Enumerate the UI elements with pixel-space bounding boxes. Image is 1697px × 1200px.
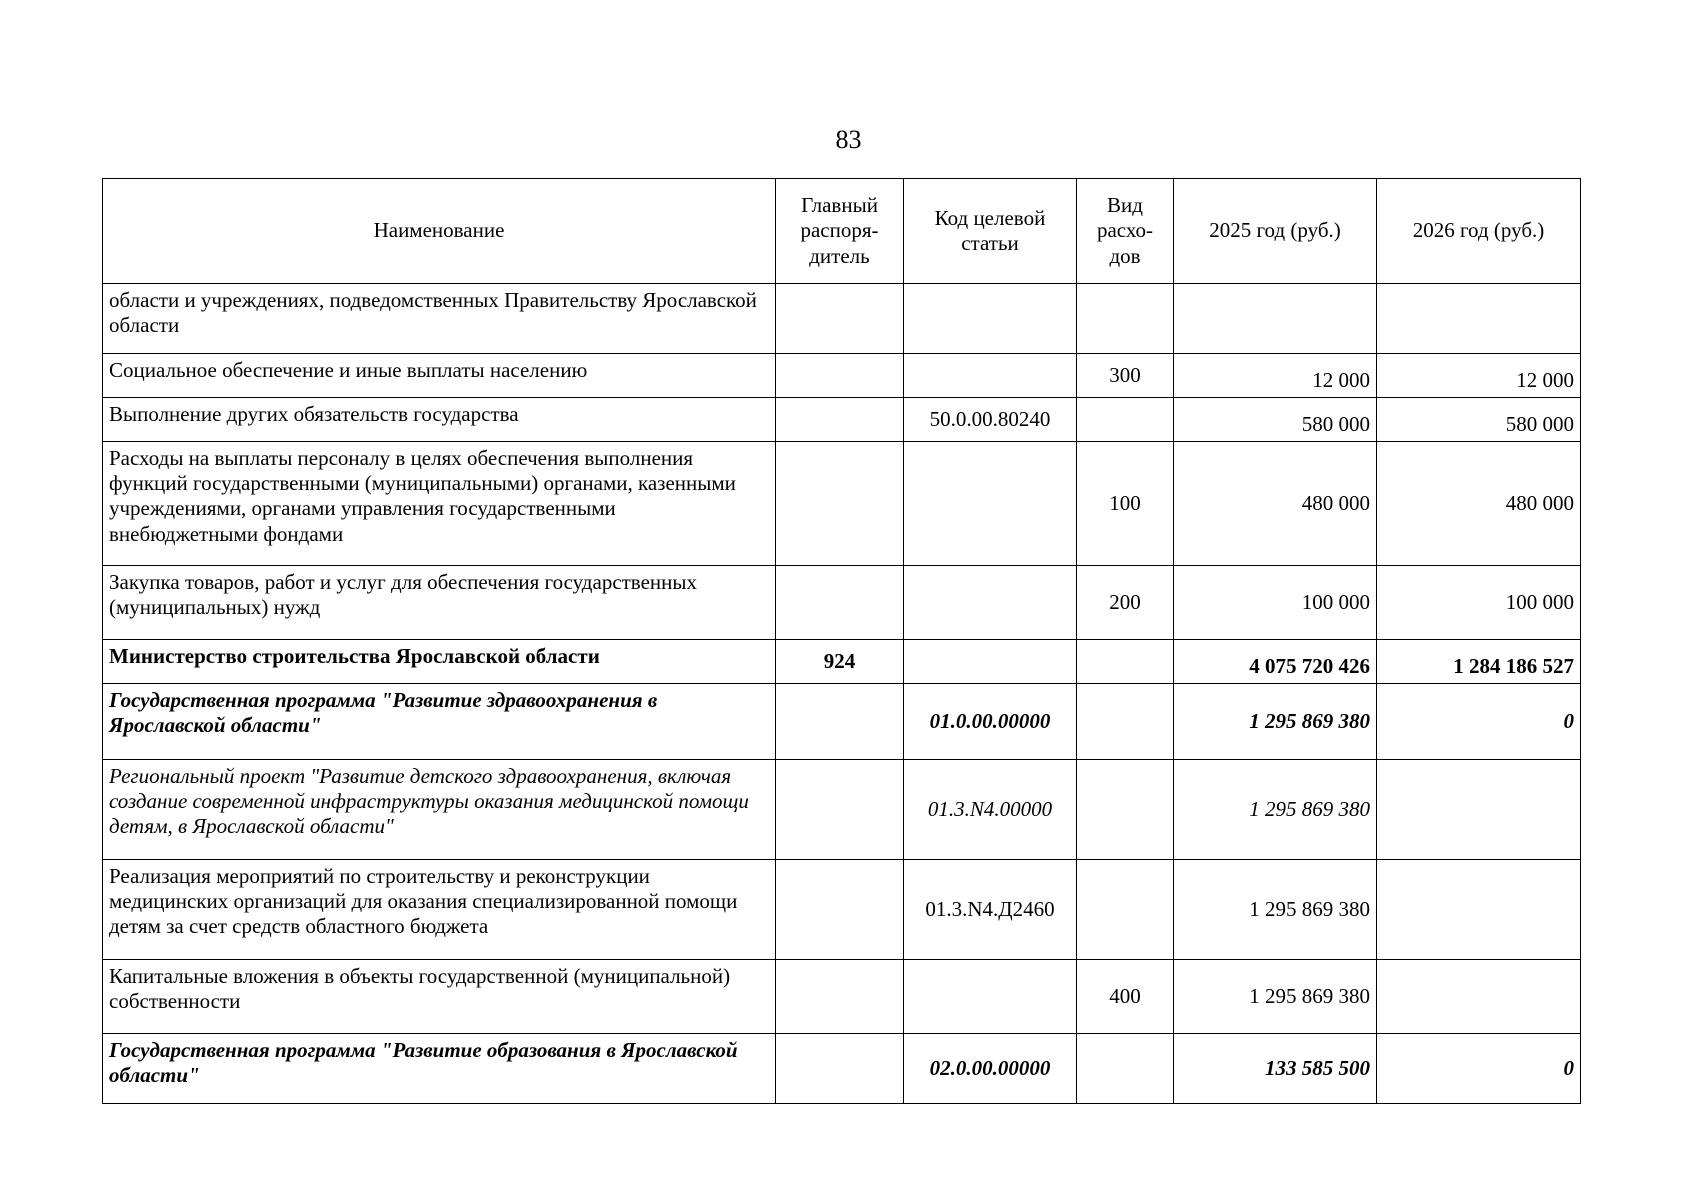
row-chief [776, 1034, 904, 1104]
row-kind [1077, 398, 1174, 442]
row-amount-2026: 1 284 186 527 [1377, 640, 1581, 684]
row-amount-2026: 100 000 [1377, 566, 1581, 640]
row-kind: 400 [1077, 960, 1174, 1034]
table-row [103, 354, 1581, 398]
row-code: 01.0.00.00000 [904, 684, 1077, 760]
table-row [103, 1034, 1581, 1104]
row-amount-2025: 100 000 [1174, 566, 1377, 640]
row-name: Региональный проект "Развитие детского здравоохранения, включая создание современной инфраструктуры оказания медицинской помощи детям, в Ярославской области" [103, 760, 776, 860]
row-amount-2026: 0 [1377, 684, 1581, 760]
row-amount-2026: 580 000 [1377, 398, 1581, 442]
row-amount-2025: 133 585 500 [1174, 1034, 1377, 1104]
row-name: Государственная программа "Развитие здравоохранения в Ярославской области" [103, 684, 776, 760]
table-row [103, 684, 1581, 760]
row-kind: 100 [1077, 442, 1174, 566]
header-expense-kind: Вид расхо-дов [1077, 179, 1174, 284]
row-code [904, 354, 1077, 398]
header-target-code: Код целевой статьи [904, 179, 1077, 284]
row-amount-2025: 1 295 869 380 [1174, 960, 1377, 1034]
row-amount-2025: 4 075 720 426 [1174, 640, 1377, 684]
row-kind: 200 [1077, 566, 1174, 640]
row-name: Выполнение других обязательств государства [103, 398, 776, 442]
row-chief [776, 284, 904, 354]
row-amount-2026: 480 000 [1377, 442, 1581, 566]
row-chief [776, 960, 904, 1034]
row-kind: 300 [1077, 354, 1174, 398]
row-chief [776, 566, 904, 640]
row-chief [776, 860, 904, 960]
header-chief-manager: Главный распоря-дитель [776, 179, 904, 284]
row-chief [776, 760, 904, 860]
table-row [103, 566, 1581, 640]
row-name: Реализация мероприятий по строительству и реконструкции медицинских организаций для оказания специализированной помощи детям за счет средств областного бюджета [103, 860, 776, 960]
row-name: области и учреждениях, подведомственных Правительству Ярославской области [103, 284, 776, 354]
row-kind [1077, 1034, 1174, 1104]
header-year-2026: 2026 год (руб.) [1377, 179, 1581, 284]
row-amount-2025: 12 000 [1174, 354, 1377, 398]
row-amount-2025: 480 000 [1174, 442, 1377, 566]
page-number: 83 [835, 125, 862, 154]
row-name: Государственная программа "Развитие образования в Ярославской области" [103, 1034, 776, 1104]
row-name: Закупка товаров, работ и услуг для обеспечения государственных (муниципальных) нужд [103, 566, 776, 640]
row-chief [776, 354, 904, 398]
row-chief: 924 [776, 640, 904, 684]
table-row [103, 760, 1581, 860]
row-code [904, 566, 1077, 640]
table-row [103, 398, 1581, 442]
row-code: 01.3.N4.Д2460 [904, 860, 1077, 960]
row-amount-2025: 1 295 869 380 [1174, 760, 1377, 860]
table-header-row [103, 179, 1581, 284]
row-amount-2026 [1377, 760, 1581, 860]
row-code [904, 640, 1077, 684]
row-code: 50.0.00.80240 [904, 398, 1077, 442]
header-name: Наименование [103, 179, 776, 284]
row-name: Капитальные вложения в объекты государственной (муниципальной) собственности [103, 960, 776, 1034]
budget-table [102, 178, 1581, 1104]
row-amount-2025: 1 295 869 380 [1174, 860, 1377, 960]
row-amount-2026 [1377, 960, 1581, 1034]
row-kind [1077, 860, 1174, 960]
row-amount-2025: 1 295 869 380 [1174, 684, 1377, 760]
table-row [103, 442, 1581, 566]
row-code: 01.3.N4.00000 [904, 760, 1077, 860]
row-chief [776, 398, 904, 442]
row-kind [1077, 684, 1174, 760]
row-amount-2026 [1377, 284, 1581, 354]
row-amount-2025: 580 000 [1174, 398, 1377, 442]
row-code [904, 284, 1077, 354]
row-code [904, 442, 1077, 566]
header-year-2025: 2025 год (руб.) [1174, 179, 1377, 284]
row-kind [1077, 284, 1174, 354]
row-chief [776, 442, 904, 566]
row-name: Министерство строительства Ярославской области [103, 640, 776, 684]
row-amount-2025 [1174, 284, 1377, 354]
table-row [103, 640, 1581, 684]
table-row [103, 284, 1581, 354]
table-row [103, 960, 1581, 1034]
row-amount-2026: 12 000 [1377, 354, 1581, 398]
row-code: 02.0.00.00000 [904, 1034, 1077, 1104]
row-chief [776, 684, 904, 760]
row-code [904, 960, 1077, 1034]
table-row [103, 860, 1581, 960]
row-name: Расходы на выплаты персоналу в целях обеспечения выполнения функций государственными (муниципальными) органами, казенными учреждениями, органами управления государственными внебюджетными фондами [103, 442, 776, 566]
row-kind [1077, 640, 1174, 684]
row-name: Социальное обеспечение и иные выплаты населению [103, 354, 776, 398]
row-kind [1077, 760, 1174, 860]
row-amount-2026: 0 [1377, 1034, 1581, 1104]
row-amount-2026 [1377, 860, 1581, 960]
